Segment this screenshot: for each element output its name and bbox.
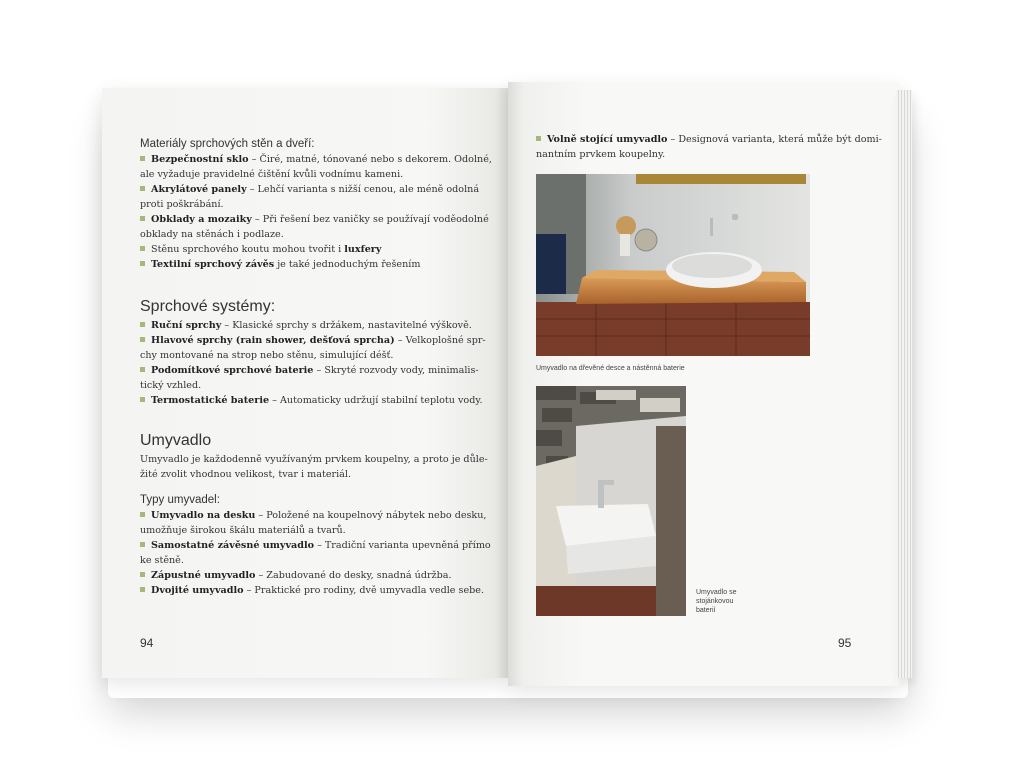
list-item: Termostatické baterie – Automaticky udržují stabilní teplotu vody. <box>140 393 486 408</box>
list-item: Podomítkové sprchové baterie – Skryté rozvody vody, minimalis- <box>140 363 486 378</box>
page-edges <box>896 90 912 678</box>
section-heading: Umyvadlo <box>140 432 212 449</box>
bullet-icon <box>140 322 145 327</box>
list-item: Stěnu sprchového koutu mohou tvořit i luxfery <box>140 242 492 257</box>
bullet-icon <box>140 246 145 251</box>
list-item-continuation: ale vyžaduje pravidelné čištění kvůli vodnímu kameni. <box>140 169 404 180</box>
list-item: Akrylátové panely – Lehčí varianta s nižší cenou, ale méně odolná <box>140 182 492 197</box>
bullet-icon <box>140 367 145 372</box>
bullet-icon <box>140 572 145 577</box>
list-item-continuation: nantním prvkem koupelny. <box>536 149 666 160</box>
bullet-icon <box>140 542 145 547</box>
paragraph-line: žité zvolit vhodnou velikost, tvar i materiál. <box>140 469 351 480</box>
left-page <box>102 88 508 678</box>
washbasin-pillar-tap-illustration <box>536 386 686 616</box>
section-shower-materials <box>140 138 492 272</box>
right-page <box>508 82 900 686</box>
section-washbasin <box>140 432 491 598</box>
list-item: Samostatné závěsné umyvadlo – Tradiční varianta upevněná přímo <box>140 538 491 553</box>
list-item-continuation: tický vzhled. <box>140 380 202 391</box>
page-number: 94 <box>140 636 154 650</box>
list-item: Ruční sprchy – Klasické sprchy s držákem, nastavitelné výškově. <box>140 318 486 333</box>
list-item: Obklady a mozaiky – Při řešení bez vaničky se používají voděodolné <box>140 212 492 227</box>
section-heading: Materiály sprchových stěn a dveří: <box>140 138 315 150</box>
list-item: Textilní sprchový závěs je také jednoduchým řešením <box>140 257 492 272</box>
list-freestanding-basin <box>536 132 882 162</box>
bullet-icon <box>140 186 145 191</box>
washbasin-counter-illustration <box>536 174 810 356</box>
bullet-icon <box>140 397 145 402</box>
photo-caption: Umyvadlo na dřevěné desce a nástěnná baterie <box>536 365 685 372</box>
list-item-continuation: chy montované na strop nebo stěnu, simulující déšť. <box>140 350 394 361</box>
list-item: Volně stojící umyvadlo – Designová varianta, která může být domi- <box>536 132 882 147</box>
bullet-icon <box>140 261 145 266</box>
list-item-continuation: proti poškrábání. <box>140 199 224 210</box>
list-item: Bezpečnostní sklo – Čiré, matné, tónované nebo s dekorem. Odolné, <box>140 152 492 167</box>
list-item: Hlavové sprchy (rain shower, dešťová sprcha) – Velkoplošné spr- <box>140 333 486 348</box>
list-item: Umyvadlo na desku – Položené na koupelnový nábytek nebo desku, <box>140 508 491 523</box>
bullet-icon <box>536 136 541 141</box>
bullet-icon <box>140 216 145 221</box>
section-heading: Sprchové systémy: <box>140 298 276 315</box>
list-item-continuation: obklady na stěnách i podlaze. <box>140 229 284 240</box>
section-shower-systems <box>140 298 486 408</box>
bullet-icon <box>140 337 145 342</box>
page-number: 95 <box>838 636 852 650</box>
photo-washbasin-wooden-counter <box>536 174 810 356</box>
bullet-icon <box>140 512 145 517</box>
photo-washbasin-pillar-tap <box>536 386 686 616</box>
paragraph-line: Umyvadlo je každodenně využívaným prvkem koupelny, a proto je důle- <box>140 454 488 465</box>
list-item-continuation: ke stěně. <box>140 555 184 566</box>
subheading: Typy umyvadel: <box>140 494 220 506</box>
list-item: Dvojité umyvadlo – Praktické pro rodiny, dvě umyvadla vedle sebe. <box>140 583 491 598</box>
photo-caption: Umyvadlo se stojánkovou baterií <box>696 589 737 614</box>
bullet-icon <box>140 587 145 592</box>
bullet-icon <box>140 156 145 161</box>
list-item: Zápustné umyvadlo – Zabudované do desky, snadná údržba. <box>140 568 491 583</box>
list-item-continuation: umožňuje širokou škálu materiálů a tvarů. <box>140 525 346 536</box>
